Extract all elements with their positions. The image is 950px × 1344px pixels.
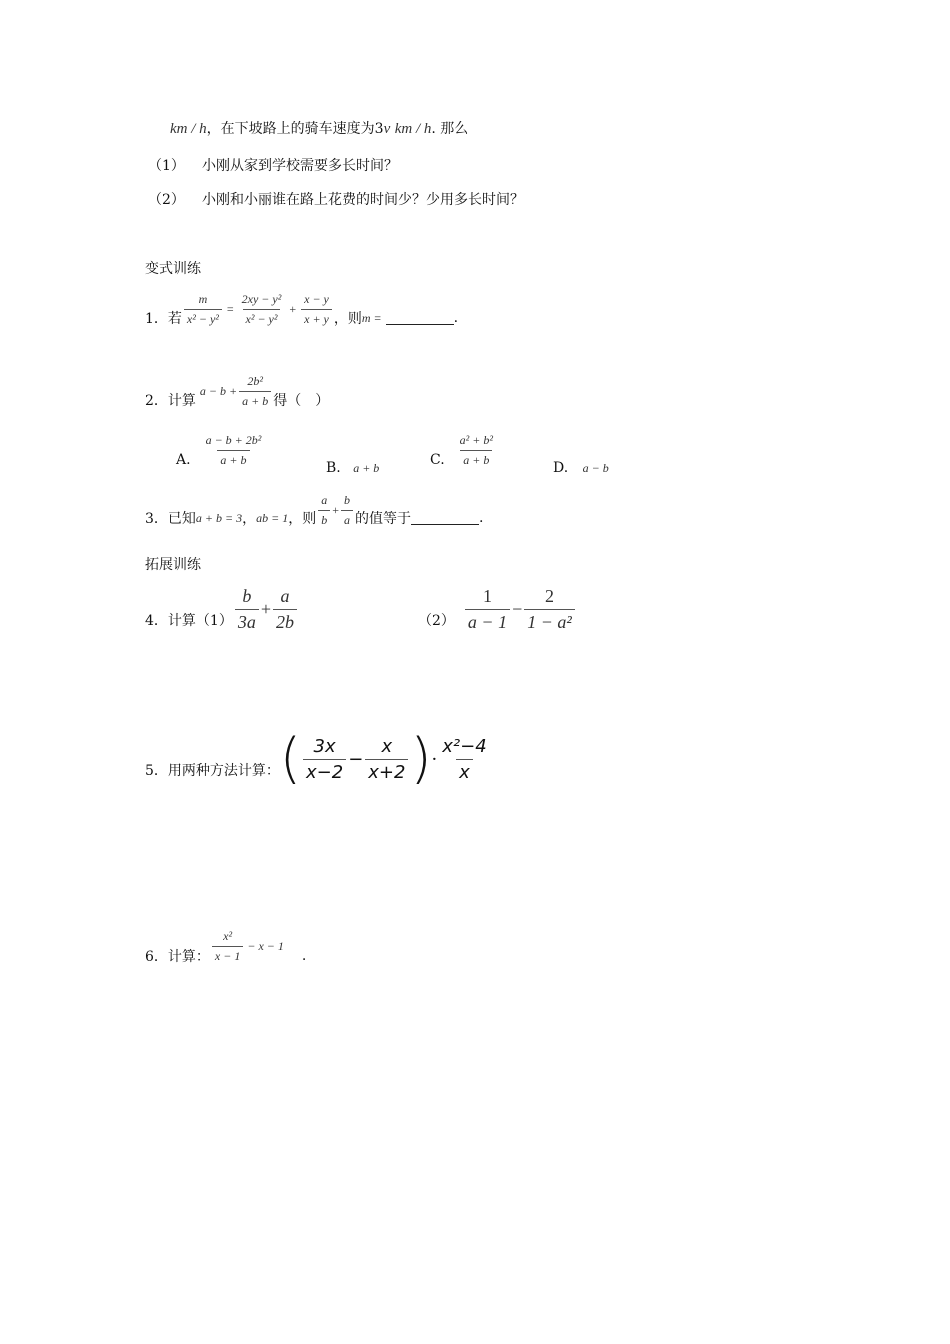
p2-option-d-expr: a − b [582,461,609,475]
p1-end: . [453,310,459,326]
p4-fraction-b [273,586,297,633]
p5-open-paren: ( [279,727,301,790]
var-v: v [383,121,391,137]
p2-f-den: a + b [239,391,271,409]
p2-fraction [239,374,271,409]
problem-2 [145,372,329,410]
p3-f1-num: a [321,492,328,507]
p5-close-paren: ) [410,727,432,790]
problem-5-label: 5．用两种方法计算： [145,763,280,779]
p6-f-den: x − 1 [212,946,243,964]
p1-f3-num: x − y [304,291,329,306]
problem-3 [145,492,483,528]
p2-option-b-label: B. [326,460,341,476]
question-2-num: （2） [148,192,185,208]
problem-4-label-2: （2） [418,612,455,629]
problem-4 [145,586,299,633]
p4-c-den: a − 1 [465,609,510,633]
problem-4-part-2 [418,586,577,633]
p3-fraction-2 [341,493,353,528]
p2-option-d-label: D. [553,460,569,476]
problem-1 [145,290,458,328]
question-1-text: 小刚从家到学校需要多长时间？ [202,158,398,174]
question-2 [148,189,524,209]
p2-option-b[interactable] [326,460,379,476]
intro-text-2: . 那么 [431,121,469,137]
p1-plus: + [289,301,297,316]
p3-f1-den: b [318,510,330,528]
p1-f3-den: x + y [301,309,332,327]
section-variant-heading: 变式训练 [145,261,201,277]
p4-d-den: 1 − a² [524,609,575,633]
p2-option-a-num: a − b + 2b² [205,432,262,447]
p5-f2-num: x [381,735,393,757]
unit-km-h-2: km / h [394,121,432,137]
p1-m-equals: m = [361,310,382,325]
p6-fraction [212,929,243,964]
p1-then: ，则 [333,311,362,327]
p3-cond-1: a + b = 3 [195,510,243,525]
p5-f3-den: x [456,759,473,783]
problem-4-label: 4．计算（1） [145,612,233,629]
p1-lhs-num: m [198,291,208,306]
problem-1-label: 1．若 [145,311,182,327]
p2-option-d[interactable] [553,460,609,476]
p4-c-num: 1 [483,586,492,606]
p2-suffix: 得（ ） [273,393,330,409]
p3-plus: + [332,502,340,517]
p1-fraction-2 [239,292,285,327]
unit-km-h: km / h [170,121,207,137]
p1-fraction-3 [301,292,332,327]
p3-comma: ， [242,511,257,527]
p4-a-num: b [242,586,252,606]
p6-rest: − x − 1 [247,938,284,953]
coef-3: 3 [374,121,384,137]
problem-6-label: 6．计算： [145,949,210,965]
p5-fraction-3 [439,736,489,783]
p6-f-num: x² [223,928,233,943]
p5-dot: · [431,748,438,770]
p4-d-num: 2 [545,586,554,606]
problem-5 [145,727,492,790]
p3-then: ，则 [288,511,317,527]
intro-line [170,118,468,138]
p6-end: . [301,948,307,964]
p4-b-num: a [280,586,290,606]
p2-option-a-fraction [203,433,265,468]
problem-6 [145,926,306,966]
p5-f2-den: x+2 [365,759,408,783]
p2-f-num: 2b² [247,373,263,388]
p3-fraction-1 [318,493,330,528]
problem-3-label: 3．已知 [145,511,196,527]
p4-fraction-c [465,586,510,633]
p5-fraction-2 [365,736,408,783]
p4-a-den: 3a [235,609,259,633]
p3-suffix: 的值等于 [355,511,412,527]
p2-expr-pre: a − b + [199,383,238,398]
p5-f3-num: x²−4 [442,735,487,757]
p1-f2-num: 2xy − y² [241,291,282,306]
intro-text-1: ，在下坡路上的骑车速度为 [206,121,375,137]
p1-lhs-fraction [184,292,222,327]
p1-answer-blank[interactable] [386,312,454,325]
p2-option-c-fraction [457,433,496,468]
p3-f2-den: a [341,510,353,528]
question-1 [148,155,398,175]
p5-f1-den: x−2 [303,759,346,783]
p1-lhs-den: x² − y² [184,309,222,327]
p5-minus: − [348,748,364,770]
p4-b-den: 2b [273,609,297,633]
p2-option-c[interactable] [430,432,498,468]
p2-option-c-num: a² + b² [459,432,493,447]
p4-minus: − [512,599,523,619]
section-extend-heading: 拓展训练 [145,557,201,573]
p3-end: . [479,510,484,526]
p1-equals: = [226,301,234,316]
p4-fraction-d [524,586,575,633]
p1-f2-den: x² − y² [243,309,281,327]
p4-fraction-a [235,586,259,633]
p2-option-a-den: a + b [217,450,249,468]
p3-f2-num: b [344,492,351,507]
p5-fraction-1 [303,736,346,783]
p3-answer-blank[interactable] [411,512,479,525]
p2-option-c-den: a + b [460,450,492,468]
question-1-num: （1） [148,158,185,174]
problem-2-label: 2．计算 [145,393,196,409]
p2-option-c-label: C. [430,452,445,468]
p2-option-a-label: A. [176,452,191,468]
p5-f1-num: 3x [313,735,336,757]
question-2-text: 小刚和小丽谁在路上花费的时间少？少用多长时间？ [202,192,524,208]
p3-cond-2: ab = 1 [256,510,289,525]
p4-plus: + [260,599,271,619]
p2-option-b-expr: a + b [353,461,380,475]
p2-option-a[interactable] [176,432,266,468]
